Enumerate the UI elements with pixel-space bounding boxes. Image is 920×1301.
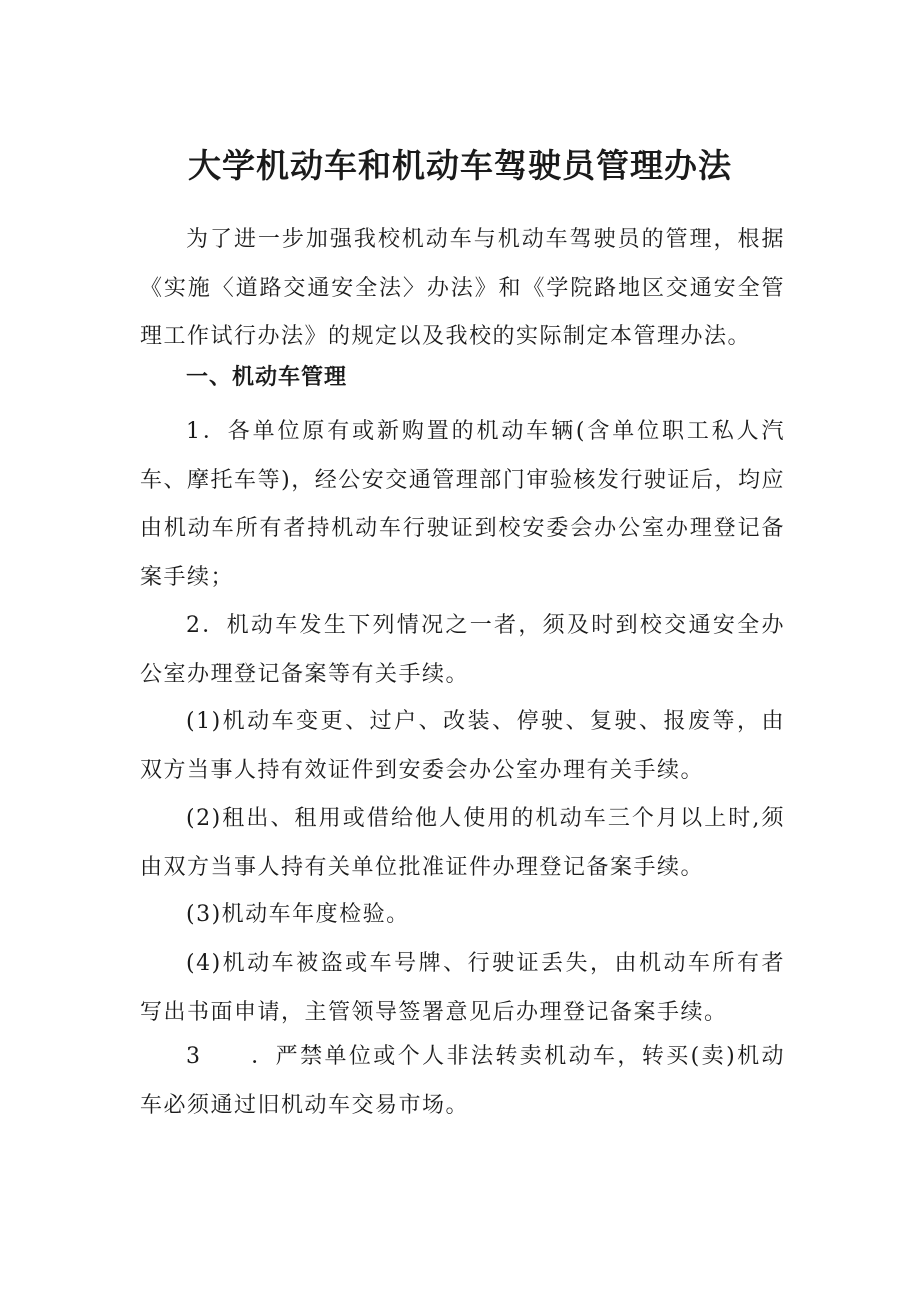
intro-paragraph: 为了进一步加强我校机动车与机动车驾驶员的管理，根据《实施〈道路交通安全法〉办法》和《学院路地区交通安全管理工作试行办法》的规定以及我校的实际制定本管理办法。 <box>140 227 785 349</box>
sub-item-1-paragraph: (1)机动车变更、过户、改装、停驶、复驶、报废等，由双方当事人持有效证件到安委会办公室办理有关手续。 <box>140 709 785 783</box>
item-3-paragraph: 3 ．严禁单位或个人非法转卖机动车，转买(卖)机动车必须通过旧机动车交易市场。 <box>140 1044 785 1118</box>
item-2-paragraph: 2．机动车发生下列情况之一者，须及时到校交通安全办公室办理登记备案等有关手续。 <box>140 613 785 687</box>
sub-item-3-paragraph: (3)机动车年度检验。 <box>186 902 410 927</box>
item-1-paragraph: 1．各单位原有或新购置的机动车辆(含单位职工私人汽车、摩托车等)，经公安交通管理部门审验核发行驶证后，均应由机动车所有者持机动车行驶证到校安委会办公室办理登记备案手续； <box>140 419 785 590</box>
section-heading-vehicle-management: 一、机动车管理 <box>186 365 348 390</box>
document-title: 大学机动车和机动车驾驶员管理办法 <box>188 146 732 185</box>
sub-item-2-paragraph: (2)租出、租用或借给他人使用的机动车三个月以上时,须由双方当事人持有关单位批准证件办理登记备案手续。 <box>140 806 785 880</box>
sub-item-4-paragraph: (4)机动车被盗或车号牌、行驶证丢失，由机动车所有者写出书面申请，主管领导签署意见后办理登记备案手续。 <box>140 951 785 1025</box>
